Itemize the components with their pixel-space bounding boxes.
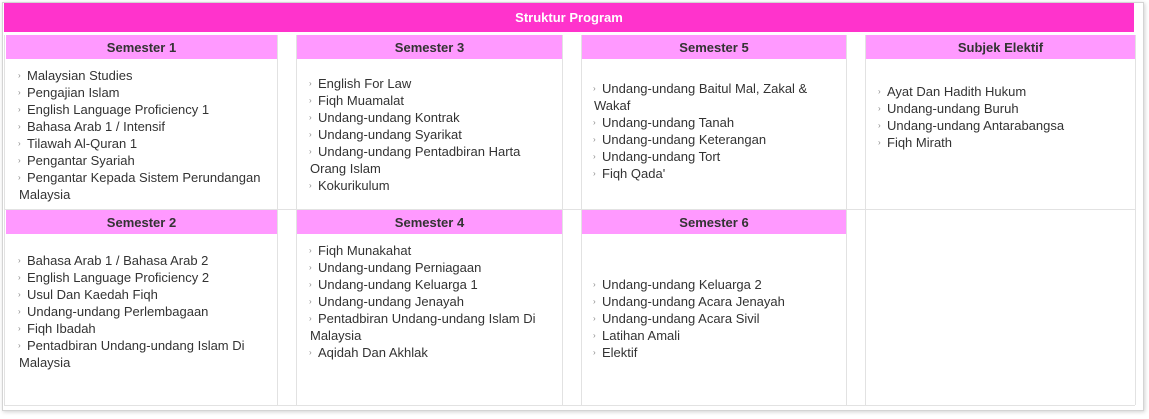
chevron-right-icon: › — [309, 297, 312, 306]
list-item-continuation: Malaysia — [19, 187, 71, 202]
elective-course-list — [875, 83, 1133, 151]
list-item: › Pengantar Kepada Sistem Perundangan — [15, 169, 275, 186]
chevron-right-icon: › — [18, 324, 21, 333]
column-divider — [846, 35, 847, 405]
list-item: › Undang-undang Buruh — [875, 100, 1133, 117]
list-item: › Usul Dan Kaedah Fiqh — [15, 286, 275, 303]
chevron-right-icon: › — [878, 87, 881, 96]
column-divider — [562, 35, 563, 405]
semester-6-header: Semester 6 — [582, 210, 846, 234]
column-divider — [1135, 35, 1136, 405]
chevron-right-icon: › — [309, 79, 312, 88]
list-item: › Tilawah Al-Quran 1 — [15, 135, 275, 152]
semester-4-course-list — [306, 242, 560, 361]
semester-2-header: Semester 2 — [6, 210, 277, 234]
list-item: › Undang-undang Tort — [590, 148, 844, 165]
list-item: › Undang-undang Syarikat — [306, 126, 560, 143]
list-item: › Elektif — [590, 344, 844, 361]
chevron-right-icon: › — [18, 122, 21, 131]
list-item: › Fiqh Mirath — [875, 134, 1133, 151]
chevron-right-icon: › — [309, 147, 312, 156]
chevron-right-icon: › — [18, 173, 21, 182]
chevron-right-icon: › — [593, 331, 596, 340]
chevron-right-icon: › — [309, 263, 312, 272]
chevron-right-icon: › — [593, 314, 596, 323]
chevron-right-icon: › — [309, 96, 312, 105]
chevron-right-icon: › — [309, 348, 312, 357]
list-item: › Bahasa Arab 1 / Bahasa Arab 2 — [15, 252, 275, 269]
semester-2-course-list — [15, 252, 275, 371]
semester-1-course-list — [15, 67, 275, 203]
chevron-right-icon: › — [18, 273, 21, 282]
list-item: › Undang-undang Perniagaan — [306, 259, 560, 276]
chevron-right-icon: › — [309, 246, 312, 255]
list-item: › English Language Proficiency 2 — [15, 269, 275, 286]
chevron-right-icon: › — [593, 152, 596, 161]
list-item: › Undang-undang Keluarga 2 — [590, 276, 844, 293]
list-item: › Ayat Dan Hadith Hukum — [875, 83, 1133, 100]
list-item-continuation: Malaysia — [19, 355, 71, 370]
column-divider — [4, 35, 5, 405]
chevron-right-icon: › — [309, 280, 312, 289]
list-item: › Undang-undang Keterangan — [590, 131, 844, 148]
semester-5-course-list — [590, 80, 844, 182]
chevron-right-icon: › — [309, 130, 312, 139]
chevron-right-icon: › — [18, 256, 21, 265]
list-item: › Undang-undang Kontrak — [306, 109, 560, 126]
chevron-right-icon: › — [593, 297, 596, 306]
chevron-right-icon: › — [593, 135, 596, 144]
list-item: › Pentadbiran Undang-undang Islam Di — [15, 337, 275, 354]
chevron-right-icon: › — [18, 307, 21, 316]
chevron-right-icon: › — [309, 113, 312, 122]
list-item: › Undang-undang Acara Sivil — [590, 310, 844, 327]
column-divider — [865, 35, 866, 405]
list-item: › Fiqh Ibadah — [15, 320, 275, 337]
list-item: › Undang-undang Antarabangsa — [875, 117, 1133, 134]
chevron-right-icon: › — [593, 169, 596, 178]
semester-6-course-list — [590, 276, 844, 361]
chevron-right-icon: › — [18, 139, 21, 148]
list-item: › English For Law — [306, 75, 560, 92]
chevron-right-icon: › — [18, 156, 21, 165]
chevron-right-icon: › — [18, 71, 21, 80]
chevron-right-icon: › — [878, 138, 881, 147]
list-item: › Undang-undang Keluarga 1 — [306, 276, 560, 293]
chevron-right-icon: › — [18, 341, 21, 350]
chevron-right-icon: › — [309, 314, 312, 323]
list-item: › Latihan Amali — [590, 327, 844, 344]
list-item: › Kokurikulum — [306, 177, 560, 194]
list-item: › Undang-undang Jenayah — [306, 293, 560, 310]
list-item: › Undang-undang Baitul Mal, Zakal & — [590, 80, 844, 97]
semester-5-header: Semester 5 — [582, 35, 846, 59]
list-item: › Undang-undang Pentadbiran Harta — [306, 143, 560, 160]
semester-3-course-list — [306, 75, 560, 194]
chevron-right-icon: › — [18, 290, 21, 299]
semester-1-header: Semester 1 — [6, 35, 277, 59]
list-item-continuation: Orang Islam — [310, 161, 381, 176]
list-item: › Pentadbiran Undang-undang Islam Di — [306, 310, 560, 327]
chevron-right-icon: › — [593, 280, 596, 289]
column-divider — [277, 35, 278, 405]
list-item: › Pengajian Islam — [15, 84, 275, 101]
list-item: › Undang-undang Acara Jenayah — [590, 293, 844, 310]
list-item: › Fiqh Qada' — [590, 165, 844, 182]
chevron-right-icon: › — [309, 181, 312, 190]
list-item: › Undang-undang Tanah — [590, 114, 844, 131]
list-item: › Aqidah Dan Akhlak — [306, 344, 560, 361]
chevron-right-icon: › — [18, 105, 21, 114]
list-item: › Undang-undang Perlembagaan — [15, 303, 275, 320]
row-divider — [4, 405, 1135, 406]
chevron-right-icon: › — [593, 84, 596, 93]
chevron-right-icon: › — [593, 118, 596, 127]
elective-header: Subjek Elektif — [866, 35, 1135, 59]
semester-3-header: Semester 3 — [297, 35, 562, 59]
list-item-continuation: Malaysia — [310, 328, 362, 343]
list-item: › Malaysian Studies — [15, 67, 275, 84]
list-item-continuation: Wakaf — [594, 98, 631, 113]
semester-4-header: Semester 4 — [297, 210, 562, 234]
list-item: › Fiqh Munakahat — [306, 242, 560, 259]
chevron-right-icon: › — [878, 121, 881, 130]
chevron-right-icon: › — [593, 348, 596, 357]
chevron-right-icon: › — [878, 104, 881, 113]
list-item: › Pengantar Syariah — [15, 152, 275, 169]
list-item: › Fiqh Muamalat — [306, 92, 560, 109]
chevron-right-icon: › — [18, 88, 21, 97]
page-title: Struktur Program — [4, 3, 1134, 32]
list-item: › English Language Proficiency 1 — [15, 101, 275, 118]
list-item: › Bahasa Arab 1 / Intensif — [15, 118, 275, 135]
